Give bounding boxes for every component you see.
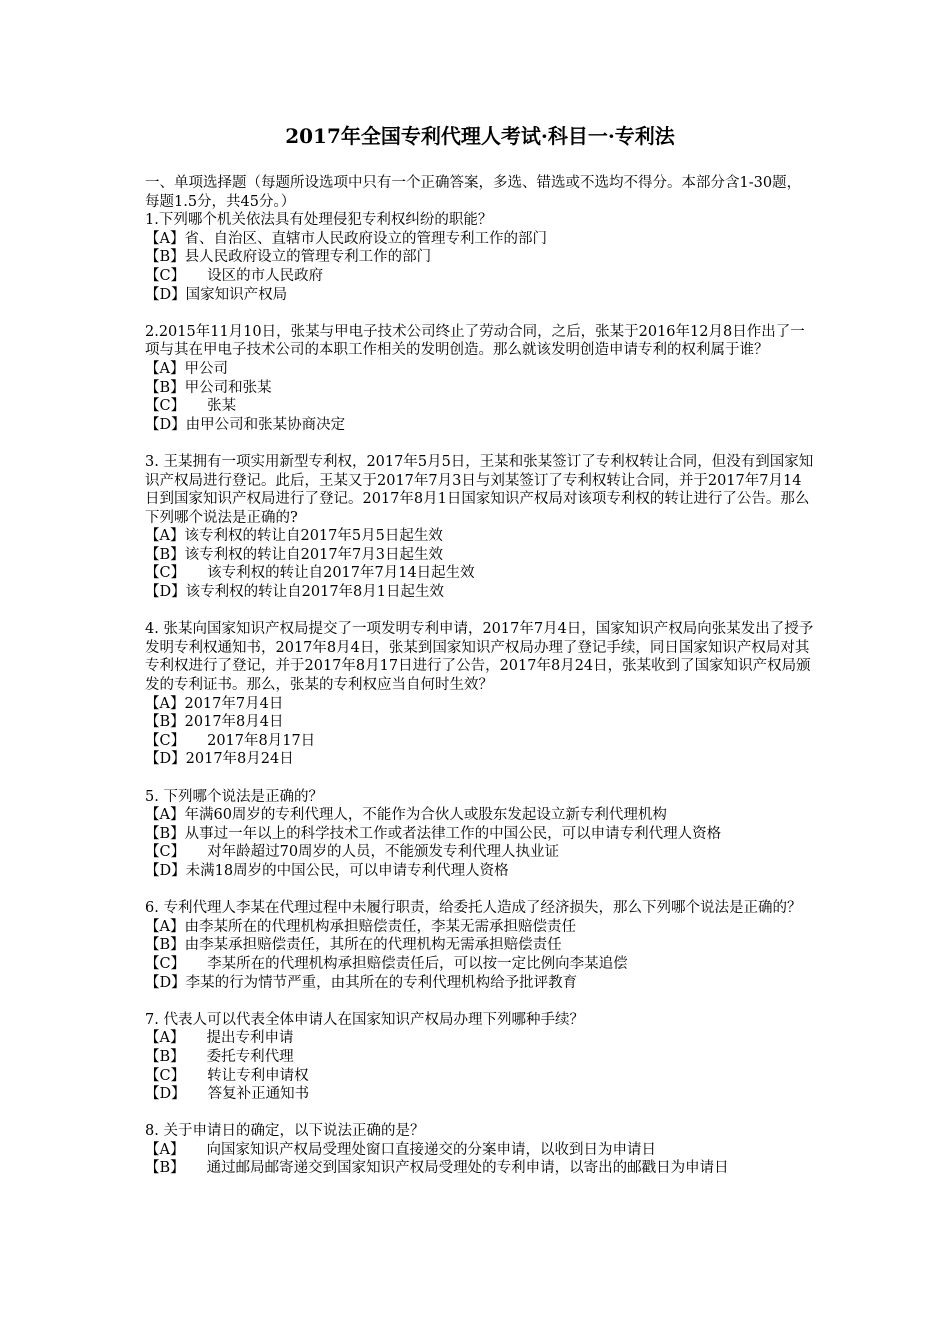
option-d bbox=[145, 750, 815, 769]
question-6 bbox=[145, 899, 815, 992]
question-text: 1.下列哪个机关依法具有处理侵犯专利权纠纷的职能？ bbox=[145, 212, 493, 229]
document-title: 2017年全国专利代理人考试·科目一·专利法 bbox=[285, 124, 675, 148]
question-5 bbox=[145, 788, 815, 881]
option-d bbox=[145, 583, 815, 602]
option-label: 【C】 bbox=[145, 844, 186, 861]
option-c bbox=[145, 1067, 815, 1086]
option-text: 省、自治区、直辖市人民政府设立的管理专利工作的部门 bbox=[184, 230, 547, 247]
option-label: 【A】 bbox=[145, 807, 185, 824]
option-text: 由李某承担赔偿责任，其所在的代理机构无需承担赔偿责任 bbox=[184, 937, 562, 954]
option-d bbox=[145, 286, 815, 305]
option-label: 【D】 bbox=[145, 1086, 186, 1103]
option-label: 【D】 bbox=[145, 862, 186, 879]
option-label: 【B】 bbox=[145, 379, 185, 396]
option-label: 【B】 bbox=[145, 937, 185, 954]
question-7 bbox=[145, 1011, 815, 1104]
option-text: 答复补正通知书 bbox=[207, 1086, 310, 1103]
option-a bbox=[145, 1141, 815, 1160]
option-label: 【C】 bbox=[145, 398, 186, 415]
option-label: 【A】 bbox=[145, 528, 185, 545]
option-label: 【A】 bbox=[145, 1141, 185, 1158]
option-b bbox=[145, 825, 815, 844]
option-text: 2017年8月17日 bbox=[207, 732, 316, 749]
option-text: 该专利权的转让自2017年7月14日起生效 bbox=[207, 565, 475, 582]
option-text: 由甲公司和张某协商决定 bbox=[185, 416, 346, 433]
option-c bbox=[145, 732, 815, 751]
option-a bbox=[145, 1029, 815, 1048]
option-a bbox=[145, 806, 815, 825]
option-d bbox=[145, 1085, 815, 1104]
option-b bbox=[145, 379, 815, 398]
question-2 bbox=[145, 323, 815, 435]
option-text: 转让专利申请权 bbox=[207, 1067, 309, 1084]
option-text: 委托专利代理 bbox=[206, 1048, 294, 1065]
question-4 bbox=[145, 620, 815, 769]
option-text: 甲公司和张某 bbox=[184, 379, 272, 396]
option-text: 国家知识产权局 bbox=[185, 286, 288, 303]
option-text: 对年龄超过70周岁的人员，不能颁发专利代理人执业证 bbox=[207, 844, 560, 861]
question-1 bbox=[145, 211, 815, 304]
option-label: 【D】 bbox=[145, 751, 186, 768]
option-text: 县人民政府设立的管理专利工作的部门 bbox=[184, 249, 432, 266]
question-text: 4. 张某向国家知识产权局提交了一项发明专利申请，2017年7月4日，国家知识产权局向张某发出了授予发明专利权通知书，2017年8月4日，张某到国家知识产权局办理了登记手续，同日国家知识产权局对其专利权进行了登记，并于2017年8月17日进行了公告，2017年8月24日，张某收到了国家知识产权局颁发的专利证书。那么，张某的专利权应当自何时生效？ bbox=[145, 621, 814, 694]
option-text: 从事过一年以上的科学技术工作或者法律工作的中国公民，可以申请专利代理人资格 bbox=[184, 825, 722, 842]
option-c bbox=[145, 955, 815, 974]
option-label: 【B】 bbox=[145, 825, 185, 842]
option-text: 2017年8月24日 bbox=[185, 751, 294, 768]
option-d bbox=[145, 416, 815, 435]
option-b bbox=[145, 546, 815, 565]
option-c bbox=[145, 843, 815, 862]
option-text: 张某 bbox=[207, 398, 237, 415]
question-3 bbox=[145, 453, 815, 602]
option-text: 该专利权的转让自2017年7月3日起生效 bbox=[184, 546, 444, 563]
option-text: 设区的市人民政府 bbox=[207, 267, 324, 284]
question-text: 5. 下列哪个说法是正确的？ bbox=[145, 788, 323, 805]
option-label: 【D】 bbox=[145, 416, 186, 433]
option-text: 由李某所在的代理机构承担赔偿责任，李某无需承担赔偿责任 bbox=[184, 918, 576, 935]
option-a bbox=[145, 230, 815, 249]
option-label: 【A】 bbox=[145, 230, 185, 247]
option-label: 【B】 bbox=[145, 714, 185, 731]
option-label: 【A】 bbox=[145, 1030, 185, 1047]
option-text: 李某所在的代理机构承担赔偿责任后，可以按一定比例向李某追偿 bbox=[207, 955, 628, 972]
option-b bbox=[145, 713, 815, 732]
option-text: 年满60周岁的专利代理人，不能作为合伙人或股东发起设立新专利代理机构 bbox=[184, 807, 667, 824]
question-text: 2.2015年11月10日，张某与甲电子技术公司终止了劳动合同，之后，张某于2016年12月8日作出了一项与其在甲电子技术公司的本职工作相关的发明创造。那么就该发明创造申请专利的权利属于谁？ bbox=[145, 323, 805, 359]
option-a bbox=[145, 527, 815, 546]
question-text: 3. 王某拥有一项实用新型专利权，2017年5月5日，王某和张某签订了专利权转让合同，但没有到国家知识产权局进行登记。此后，王某又于2017年7月3日与刘某签订了专利权转让合同，并于2017年7月14日到国家知识产权局进行了登记。2017年8月1日国家知识产权局对该项专利权的转让进行了公告。那么下列哪个说法是正确的? bbox=[145, 453, 814, 526]
option-text: 该专利权的转让自2017年5月5日起生效 bbox=[184, 528, 443, 545]
question-text: 7. 代表人可以代表全体申请人在国家知识产权局办理下列哪种手续？ bbox=[145, 1011, 584, 1028]
option-text: 通过邮局邮寄递交到国家知识产权局受理处的专利申请，以寄出的邮戳日为申请日 bbox=[206, 1160, 729, 1177]
option-text: 未满18周岁的中国公民，可以申请专利代理人资格 bbox=[185, 862, 509, 879]
option-label: 【C】 bbox=[145, 267, 186, 284]
option-label: 【B】 bbox=[145, 1048, 185, 1065]
option-text: 向国家知识产权局受理处窗口直接递交的分案申请，以收到日为申请日 bbox=[206, 1141, 656, 1158]
option-d bbox=[145, 974, 815, 993]
option-c bbox=[145, 267, 815, 286]
option-label: 【A】 bbox=[145, 695, 185, 712]
option-label: 【D】 bbox=[145, 286, 186, 303]
option-text: 该专利权的转让自2017年8月1日起生效 bbox=[185, 584, 444, 601]
option-label: 【D】 bbox=[145, 974, 186, 991]
option-label: 【B】 bbox=[145, 546, 185, 563]
option-label: 【B】 bbox=[145, 249, 185, 266]
option-text: 甲公司 bbox=[184, 360, 228, 377]
option-b bbox=[145, 936, 815, 955]
option-a bbox=[145, 360, 815, 379]
section-intro: 一、单项选择题（每题所设选项中只有一个正确答案，多选、错选或不选均不得分。本部分含1-30题，每题1.5分，共45分。） bbox=[145, 175, 802, 210]
question-text: 8. 关于申请日的确定，以下说法正确的是？ bbox=[145, 1123, 425, 1140]
option-c bbox=[145, 397, 815, 416]
option-label: 【A】 bbox=[145, 918, 185, 935]
option-label: 【C】 bbox=[145, 955, 186, 972]
option-label: 【A】 bbox=[145, 360, 185, 377]
option-label: 【B】 bbox=[145, 1160, 185, 1177]
option-b bbox=[145, 1159, 815, 1178]
option-b bbox=[145, 1048, 815, 1067]
option-text: 2017年7月4日 bbox=[184, 695, 284, 712]
option-b bbox=[145, 248, 815, 267]
option-d bbox=[145, 862, 815, 881]
option-text: 李某的行为情节严重，由其所在的专利代理机构给予批评教育 bbox=[185, 974, 578, 991]
question-text: 6. 专利代理人李某在代理过程中未履行职责，给委托人造成了经济损失，那么下列哪个说法是正确的？ bbox=[145, 900, 802, 917]
option-a bbox=[145, 918, 815, 937]
option-c bbox=[145, 564, 815, 583]
option-label: 【C】 bbox=[145, 565, 186, 582]
question-8 bbox=[145, 1122, 815, 1178]
document-page bbox=[145, 120, 815, 1197]
option-text: 2017年8月4日 bbox=[184, 714, 284, 731]
option-a bbox=[145, 695, 815, 714]
option-label: 【C】 bbox=[145, 1067, 186, 1084]
option-label: 【D】 bbox=[145, 584, 186, 601]
option-label: 【C】 bbox=[145, 732, 186, 749]
option-text: 提出专利申请 bbox=[206, 1030, 294, 1047]
